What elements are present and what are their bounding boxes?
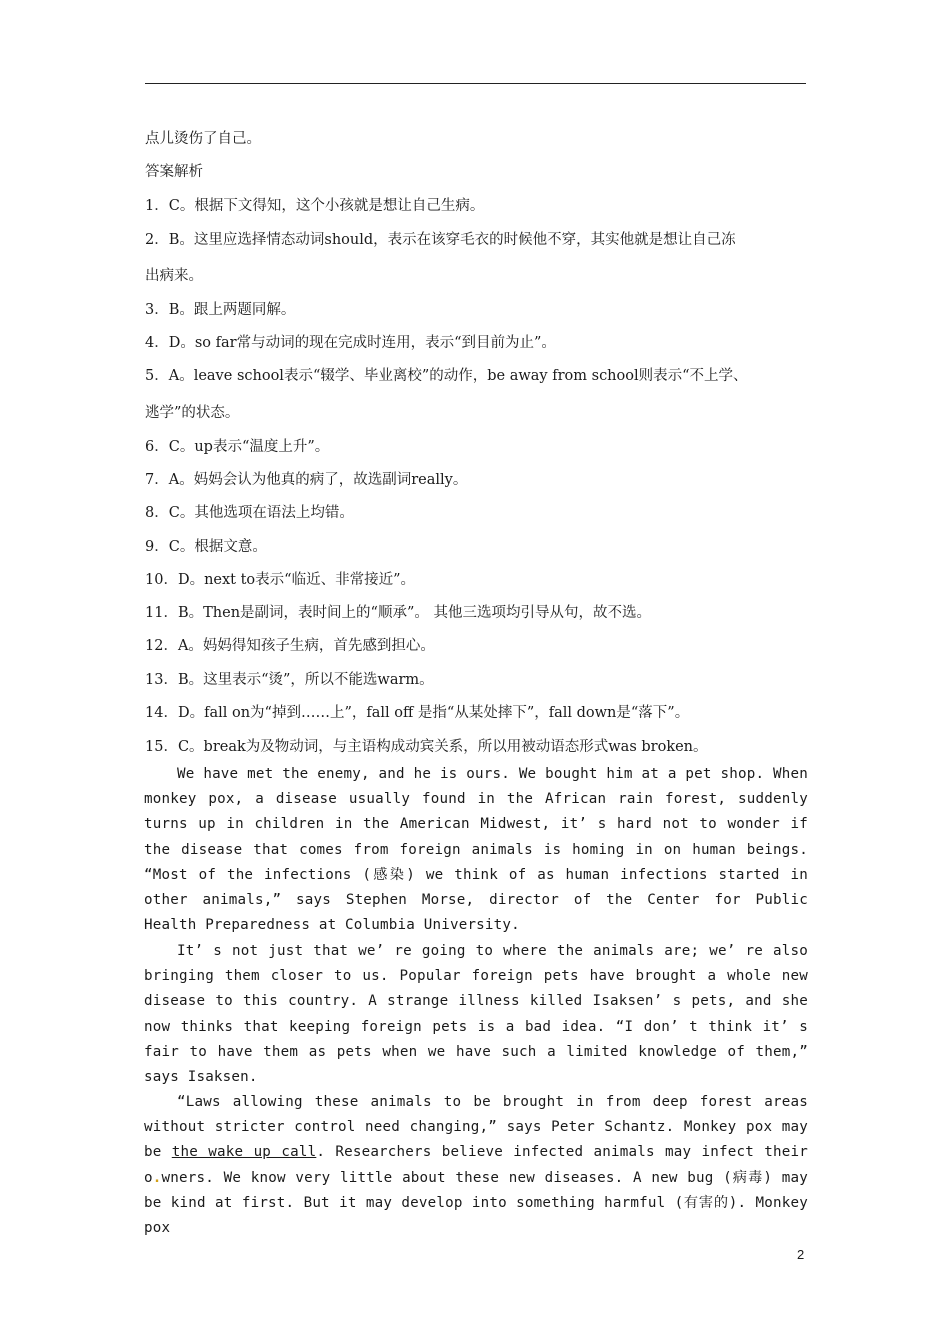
underlined-phrase: the wake up call [171,1144,317,1161]
paragraph-text [144,1090,808,1241]
passage-paragraph-1 [144,762,808,938]
answer-line: 4．D。so far常与动词的现在完成时连用，表示“到目前为止”。 [145,335,556,351]
answer-line: 2．B。这里应选择情态动词should，表示在该穿毛衣的时候他不穿，其实他就是想让自己冻 [145,232,736,248]
edit-mark: . [152,1169,162,1186]
answer-line: 15．C。break为及物动词，与主语构成动宾关系，所以用被动语态形式was broken。 [145,739,708,755]
answer-line: 10．D。next to表示“临近、非常接近”。 [145,572,415,588]
paragraph-segment: “Laws allowing these animals to be brought in from deep forest areas without stricter control need changing,” says Peter Schantz. Monkey pox may be [144,1094,808,1161]
paragraph-text: We have met the enemy, and he is ours. We bought him at a pet shop. When monkey pox, a disease usually found in the African rain forest, suddenly turns up in children in the American Midwest, it’ s hard not to wonder if the disease that comes from foreign animals is homing in on human beings. “Most of the infections (感染) we think of as human infections started in other animals,” says Stephen Morse, director of the Center for Public Health Preparedness at Columbia University. [144,766,808,934]
page-number: 2 [797,1247,805,1262]
paragraph-segment: . Researchers believe infected animals may infect their o [144,1144,808,1186]
paragraph-text: It’ s not just that we’ re going to where the animals are; we’ re also bringing them closer to us. Popular foreign pets have brought a whole new disease to this country. A strange illness killed Isaksen’ s pets, and she now thinks that keeping foreign pets is a bad idea. “I don’ t think it’ s fair to have them as pets when we have such a limited knowledge of them,” says Isaksen. [144,943,808,1086]
intro-fragment: 点儿烫伤了自己。 [145,131,261,147]
answer-line: 逃学”的状态。 [145,405,240,421]
header-rule [145,83,806,84]
answer-heading: 答案解析 [145,164,203,180]
answer-line: 14．D。fall on为“掉到……上”，fall off 是指“从某处摔下”，fall down是“落下”。 [145,705,690,721]
answer-line: 8．C。其他选项在语法上均错。 [145,505,354,521]
answer-line: 13．B。这里表示“烫”，所以不能选warm。 [145,672,434,688]
answer-line: 9．C。根据文意。 [145,539,267,555]
answer-line: 11．B。Then是副词，表时间上的“顺承”。 其他三选项均引导从句，故不选。 [145,605,651,621]
answer-line: 1．C。根据下文得知，这个小孩就是想让自己生病。 [145,198,485,214]
answer-line: 12．A。妈妈得知孩子生病，首先感到担心。 [145,638,435,654]
answer-line: 3．B。跟上两题同解。 [145,302,296,318]
answer-line: 6．C。up表示“温度上升”。 [145,439,330,455]
passage-paragraph-2 [144,939,808,1090]
answer-line: 出病来。 [145,268,203,284]
answer-line: 7．A。妈妈会认为他真的病了，故选副词really。 [145,472,468,488]
answer-line: 5．A。leave school表示“辍学、毕业离校”的动作，be away from school则表示“不上学、 [145,368,748,384]
paragraph-segment: wners. We know very little about these new diseases. A new bug (病毒) may be kind at first. But it may develop into something harmful (有害的). Monkey pox [144,1169,808,1237]
passage-paragraph-3 [144,1090,808,1241]
